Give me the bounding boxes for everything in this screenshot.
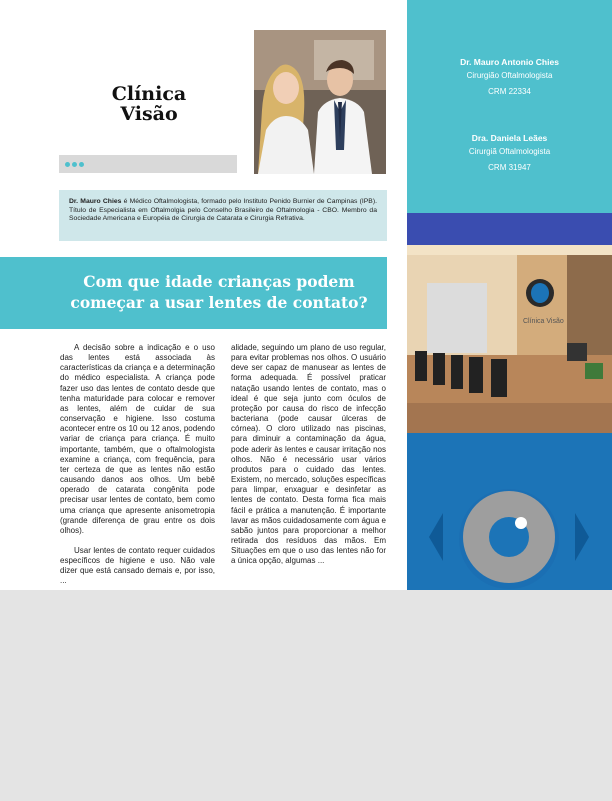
clinic-interior-photo <box>407 213 612 433</box>
bio-text: é Médico Oftalmologista, formado pelo Instituto Penido Burnier de Campinas (IPB). Título de Especialista em Oftalmolgia pelo Conselho Brasileiro de Oftalmologia - CBO. Membro da Sociedade Americana e Européia de Cirurgia de Catarata e Cirurgia Refrativa. <box>69 198 377 223</box>
clinic-sign: Clínica Visão <box>523 318 564 325</box>
clinic-title-line2: Visão <box>120 103 178 125</box>
clinic-interior-image <box>407 213 612 433</box>
dot-icon <box>79 162 84 167</box>
doctor-name: Dr. Mauro Antonio Chies <box>460 57 559 67</box>
doctor-role: Cirurgião Oftalmologista <box>466 71 553 80</box>
doctor-card <box>407 56 612 98</box>
decorative-bar <box>59 155 237 173</box>
dot-icon <box>72 162 77 167</box>
doctor-role: Cirurgiã Oftalmologista <box>468 147 551 156</box>
headline <box>60 271 378 313</box>
clinic-title <box>90 84 208 124</box>
article-column-2 <box>231 343 386 576</box>
doctor-crm: CRM 31947 <box>488 163 531 172</box>
portrait-image <box>254 30 386 174</box>
doctor-name: Dra. Daniela Leães <box>471 133 548 143</box>
clinic-title-line1: Clínica <box>111 83 187 105</box>
doctor-bio <box>59 190 387 241</box>
headline-line1: Com que idade crianças podem <box>83 272 355 291</box>
eye-graphic-panel <box>407 433 612 590</box>
paragraph: alidade, seguindo um plano de uso regular, para evitar problemas nos olhos. O usuário deve ser capaz de manusear as lentes de forma adequada. É possível praticar natação usando lentes de contato, mas o ideal é que seja junto com óculos de proteção por causa do risco de infecção bacteriana (pode causar úlceras de córnea). O cloro utilizado nas piscinas, para diminuir a contaminação da água, pode aderir às lentes e causar irritação nos olhos. Não é necessário usar vários produtos para o cuidado das lentes. Existem, no mercado, soluções específicas para limpar, enxaguar e desinfetar as lentes de contato. Desta forma fica mais fácil e prática a manutenção. É importante lavar as mãos cuidadosamente com água e sabão juntos para proporcionar a melhor retirada dos resíduos das mãos. Em Situações em que o uso das lentes não for a única opção, algumas ... <box>231 343 386 566</box>
doctor-crm: CRM 22334 <box>488 87 531 96</box>
paragraph: Usar lentes de contato requer cuidados específicos de higiene e uso. Não vale dizer que está cansado demais e, por isso, ... <box>60 545 215 586</box>
headline-line2: começar a usar lentes de contato? <box>70 293 368 312</box>
eye-graphic <box>407 433 612 590</box>
article-column-1 <box>60 343 215 590</box>
paragraph: A decisão sobre a indicação e o uso das lentes está associada às características da criança e a determinação do médico especialista. A criança pode fazer uso das lentes de contato desde que tenha maturidade para colocar e remover as lentes, além de cuidar de sua conservação e higiene. Isso costuma acontecer entre os 10 ou 12 anos, podendo variar de criança para criança. É muito importante, também, que o oftalmologista examine a criança, com frequência, para ter certeza de que as lentes não estão causando danos aos olhos. Um bebê operado de catarata congênita pode precisar usar lentes de contato, bem como uma criança que apresente anisometropia (grande diferença de grau entre os dois olhos). <box>60 343 215 535</box>
bio-name: Dr. Mauro Chies <box>69 198 122 205</box>
doctor-card <box>407 132 612 174</box>
headline-banner <box>0 257 387 329</box>
dot-icon <box>65 162 70 167</box>
doctors-portrait <box>254 30 386 174</box>
